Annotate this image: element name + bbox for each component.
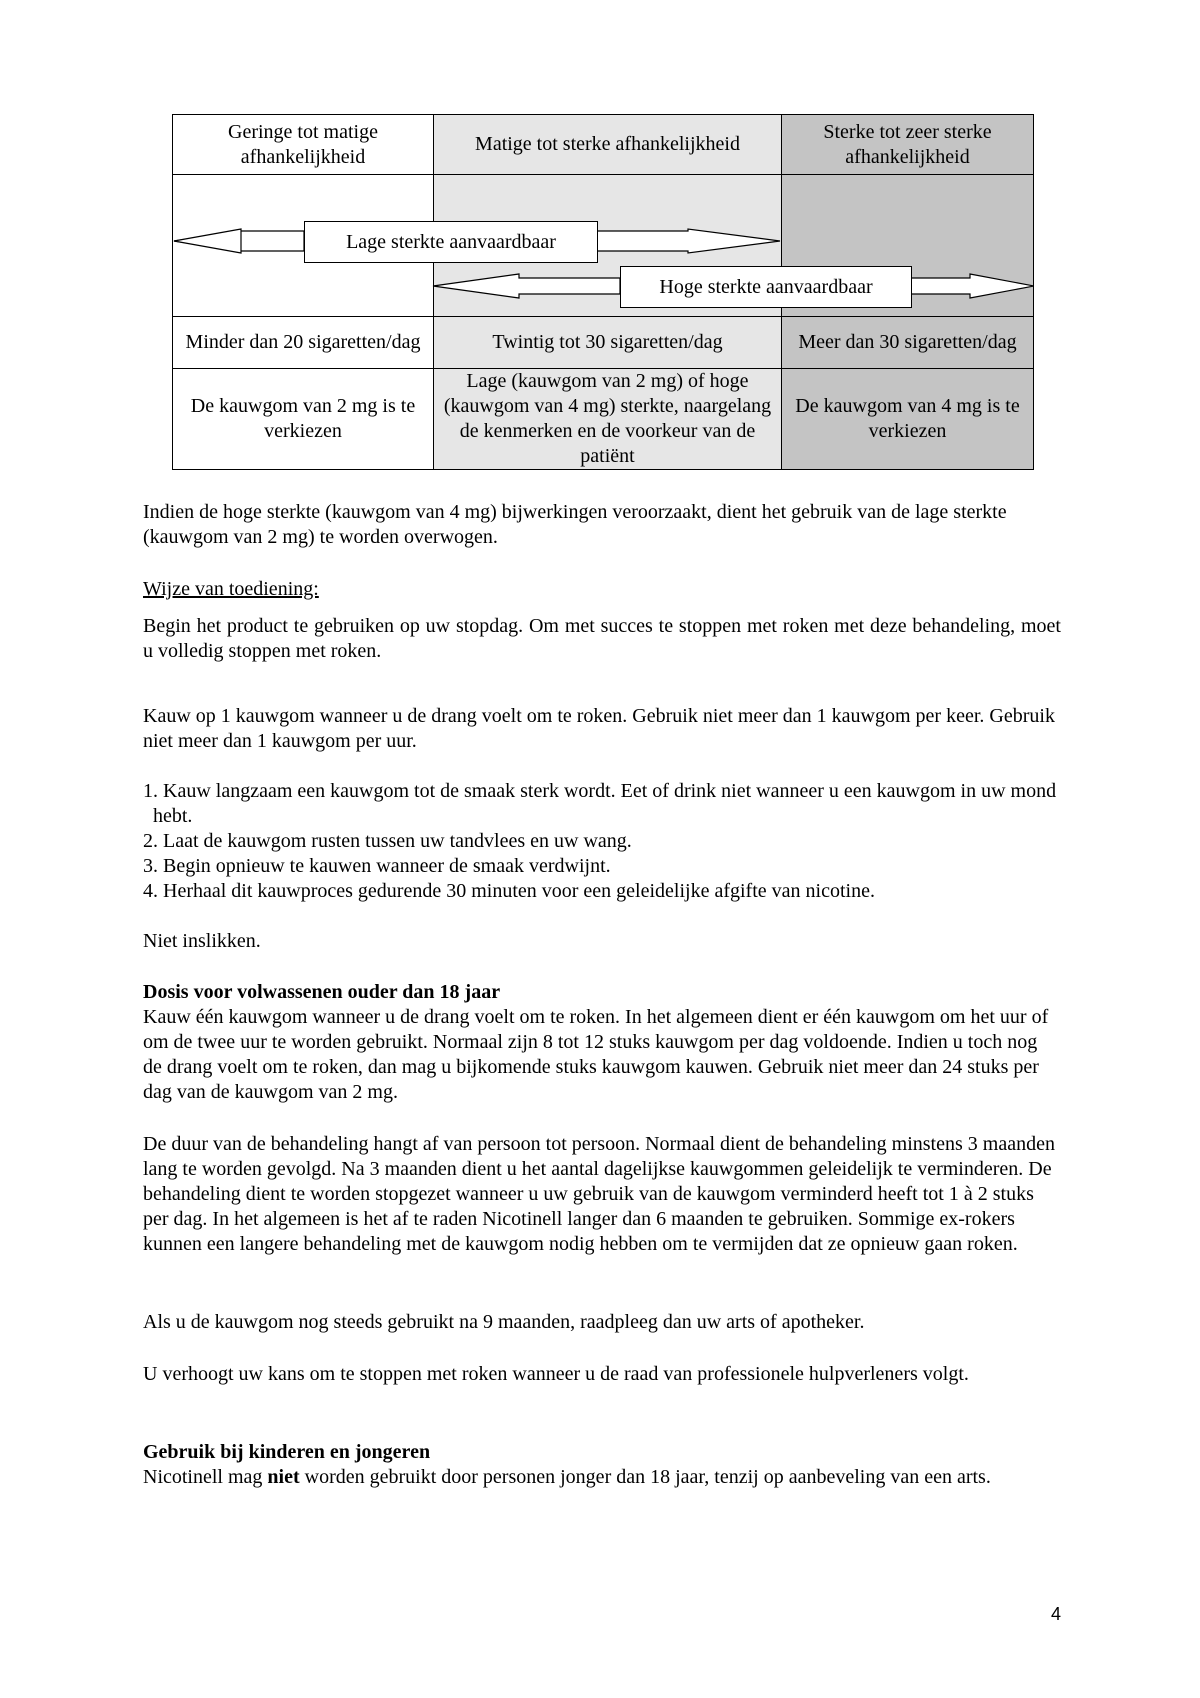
children-paragraph: Nicotinell mag niet worden gebruikt door personen jonger dan 18 jaar, tenzij op aanbeveling van een arts. bbox=[143, 1466, 991, 1488]
recommendation-high: De kauwgom van 4 mg is te verkiezen bbox=[782, 369, 1034, 470]
low-strength-label: Lage sterkte aanvaardbaar bbox=[304, 221, 598, 263]
children-heading: Gebruik bij kinderen en jongeren bbox=[143, 1441, 431, 1463]
high-strength-label: Hoge sterkte aanvaardbaar bbox=[620, 266, 912, 308]
recommendation-mid: Lage (kauwgom van 2 mg) of hoge (kauwgom van 4 mg) sterkte, naargelang de kenmerken en de voorkeur van de patiënt bbox=[434, 369, 782, 470]
adult-dose-paragraph: Kauw één kauwgom wanneer u de drang voelt om te roken. In het algemeen dient er één kauwgom om het uur of om de twee uur te worden gebruikt. Normaal zijn 8 tot 12 stuks kauwgom per dag voldoende. Indien u toch nog de drang voelt om te roken, dan mag u bijkomende stuks kauwgom kauwen. Gebruik niet meer dan 24 stuks per dag van de kauwgom van 2 mg. bbox=[143, 1006, 1049, 1103]
recommendation-low: De kauwgom van 2 mg is te verkiezen bbox=[173, 369, 434, 470]
chewing-steps bbox=[143, 779, 1061, 904]
adult-dose-section bbox=[143, 980, 1061, 1105]
children-section bbox=[143, 1440, 1061, 1490]
duration-paragraph: De duur van de behandeling hangt af van persoon tot persoon. Normaal dient de behandeling minstens 3 maanden lang te worden gevolgd. Na 3 maanden dient u het aantal dagelijkse kauwgommen geleidelijk te verminderen. De behandeling dient te worden stopgezet wanneer u uw gebruik van de kauwgom verminderd heeft tot 1 à 2 stuks per dag. In het algemeen is het af te raden Nicotinell langer dan 6 maanden te gebruiken. Sommige ex-rokers kunnen een langere behandeling met de kauwgom nodig hebben om te vermijden dat ze opnieuw gaan roken. bbox=[143, 1133, 1055, 1255]
administration-heading: Wijze van toediening: bbox=[143, 578, 319, 600]
header-moderate: Matige tot sterke afhankelijkheid bbox=[434, 115, 782, 175]
page-number: 4 bbox=[1050, 1604, 1061, 1624]
header-mild: Geringe tot matige afhankelijkheid bbox=[173, 115, 434, 175]
start-paragraph: Begin het product te gebruiken op uw stopdag. Om met succes te stoppen met roken met deze behandeling, moet u volledig stoppen met roken. bbox=[143, 615, 1061, 662]
nine-months-paragraph: Als u de kauwgom nog steeds gebruikt na 9 maanden, raadpleeg dan uw arts of apotheker. bbox=[143, 1311, 865, 1333]
table-recommendation-row bbox=[173, 369, 1034, 470]
cigarettes-high: Meer dan 30 sigaretten/dag bbox=[782, 317, 1034, 369]
cigarettes-low: Minder dan 20 sigaretten/dag bbox=[173, 317, 434, 369]
no-swallow-paragraph: Niet inslikken. bbox=[143, 930, 261, 952]
list-item: 1. Kauw langzaam een kauwgom tot de smaak sterk wordt. Eet of drink niet wanneer u een kauwgom in uw mond hebt. bbox=[143, 780, 1057, 827]
list-item: 2. Laat de kauwgom rusten tussen uw tandvlees en uw wang. bbox=[143, 830, 632, 852]
chew-paragraph: Kauw op 1 kauwgom wanneer u de drang voelt om te roken. Gebruik niet meer dan 1 kauwgom per keer. Gebruik niet meer dan 1 kauwgom per uur. bbox=[143, 705, 1055, 752]
professional-help-paragraph: U verhoogt uw kans om te stoppen met roken wanneer u de raad van professionele hulpverleners volgt. bbox=[143, 1363, 969, 1385]
list-item: 4. Herhaal dit kauwproces gedurende 30 minuten voor een geleidelijke afgifte van nicotine. bbox=[143, 880, 875, 902]
list-item: 3. Begin opnieuw te kauwen wanneer de smaak verdwijnt. bbox=[143, 855, 611, 877]
cigarettes-mid: Twintig tot 30 sigaretten/dag bbox=[434, 317, 782, 369]
adult-dose-heading: Dosis voor volwassenen ouder dan 18 jaar bbox=[143, 981, 501, 1003]
header-strong: Sterke tot zeer sterke afhankelijkheid bbox=[782, 115, 1034, 175]
table-header-row bbox=[173, 115, 1034, 175]
side-effects-paragraph: Indien de hoge sterkte (kauwgom van 4 mg) bijwerkingen veroorzaakt, dient het gebruik van de lage sterkte (kauwgom van 2 mg) te worden overwogen. bbox=[143, 501, 1007, 548]
table-cigarettes-row bbox=[173, 317, 1034, 369]
